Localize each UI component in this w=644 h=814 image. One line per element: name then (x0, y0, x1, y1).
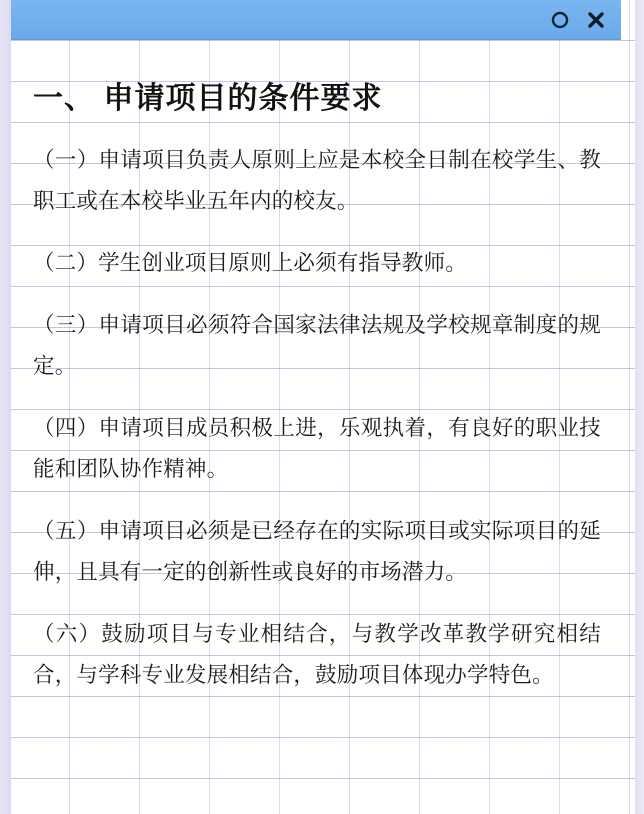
paragraph-3: （三）申请项目必须符合国家法律法规及学校规章制度的规定。 (33, 313, 601, 378)
close-icon (586, 10, 606, 30)
right-margin-strip (635, 0, 644, 814)
paragraph-4: （四）申请项目成员积极上进，乐观执着，有良好的职业技能和团队协作精神。 (33, 416, 601, 481)
document-body (11, 40, 623, 814)
paragraph-2: （二）学生创业项目原则上必须有指导教师。 (33, 251, 468, 275)
paragraph-6: （六）鼓励项目与专业相结合，与教学改革教学研究相结合，与学科专业发展相结合，鼓励项目体现办学特色。 (33, 622, 601, 687)
page-title: 一、 申请项目的条件要求 (33, 82, 383, 115)
close-button[interactable] (583, 7, 609, 33)
paragraph-5: （五）申请项目必须是已经存在的实际项目或实际项目的延伸，且具有一定的创新性或良好的市场潜力。 (33, 519, 601, 584)
paragraph-1: （一）申请项目负责人原则上应是本校全日制在校学生、教职工或在本校毕业五年内的校友。 (33, 148, 601, 213)
left-margin-strip (0, 0, 11, 814)
record-button[interactable] (547, 7, 573, 33)
circle-icon (550, 10, 570, 30)
window-titlebar (11, 0, 621, 40)
